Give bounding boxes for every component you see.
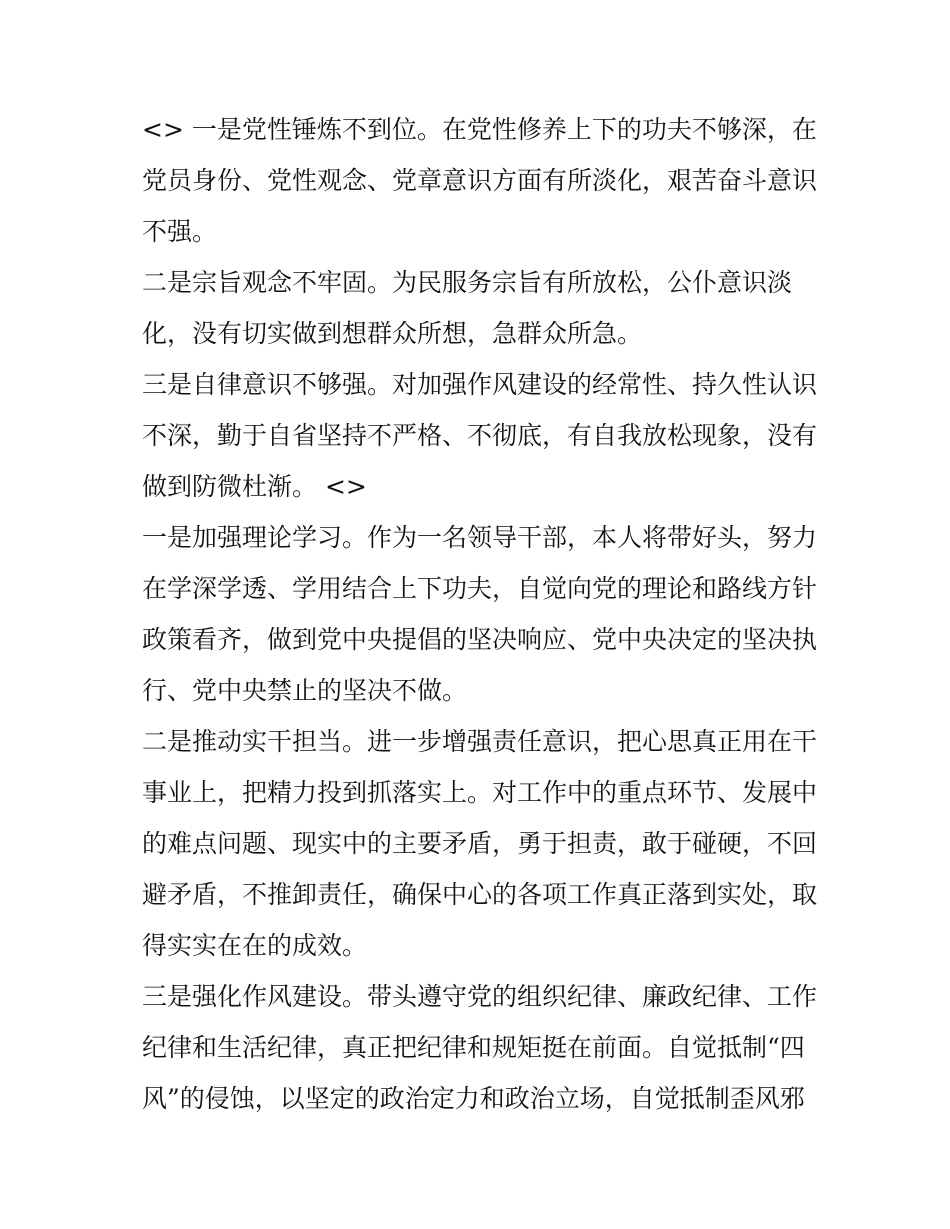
text-line: 在学深学透、学用结合上下功夫，自觉向党的理论和路线方针 [142, 574, 818, 603]
text-line: 三是自律意识不够强。对加强作风建设的经常性、持久性认识 [142, 370, 818, 399]
text-line: 化，没有切实做到想群众所想，急群众所急。 [142, 319, 643, 348]
text-line: 政策看齐，做到党中央提倡的坚决响应、党中央决定的坚决执 [142, 625, 818, 654]
text-line: 二是宗旨观念不牢固。为民服务宗旨有所放松，公仆意识淡 [142, 268, 793, 297]
text-line: 避矛盾，不推卸责任，确保中心的各项工作真正落到实处，取 [142, 880, 818, 909]
text-line: <> 一是党性锤炼不到位。在党性修养上下的功夫不够深，在 [142, 115, 817, 144]
text-line: 不强。 [142, 217, 218, 246]
text-line: 三是强化作风建设。带头遵守党的组织纪律、廉政纪律、工作 [142, 982, 818, 1011]
body-text [142, 111, 822, 1131]
text-line: 的难点问题、现实中的主要矛盾，勇于担责，敢于碰硬，不回 [142, 829, 818, 858]
text-line: 行、党中央禁止的坚决不做。 [142, 676, 468, 705]
text-line: 风”的侵蚀，以坚定的政治定力和政治立场，自觉抵制歪风邪 [142, 1084, 805, 1113]
text-line: 不深，勤于自省坚持不严格、不彻底，有自我放松现象，没有 [142, 421, 818, 450]
text-line: 二是推动实干担当。进一步增强责任意识，把心思真正用在干 [142, 727, 818, 756]
text-line: 做到防微杜渐。 <> [142, 472, 367, 501]
text-line: 纪律和生活纪律，真正把纪律和规矩挺在前面。自觉抵制“四 [142, 1033, 805, 1062]
text-line: 得实实在在的成效。 [142, 931, 368, 960]
text-line: 事业上，把精力投到抓落实上。对工作中的重点环节、发展中 [142, 778, 818, 807]
text-line: 一是加强理论学习。作为一名领导干部，本人将带好头，努力 [142, 523, 818, 552]
text-line: 党员身份、党性观念、党章意识方面有所淡化，艰苦奋斗意识 [142, 166, 818, 195]
